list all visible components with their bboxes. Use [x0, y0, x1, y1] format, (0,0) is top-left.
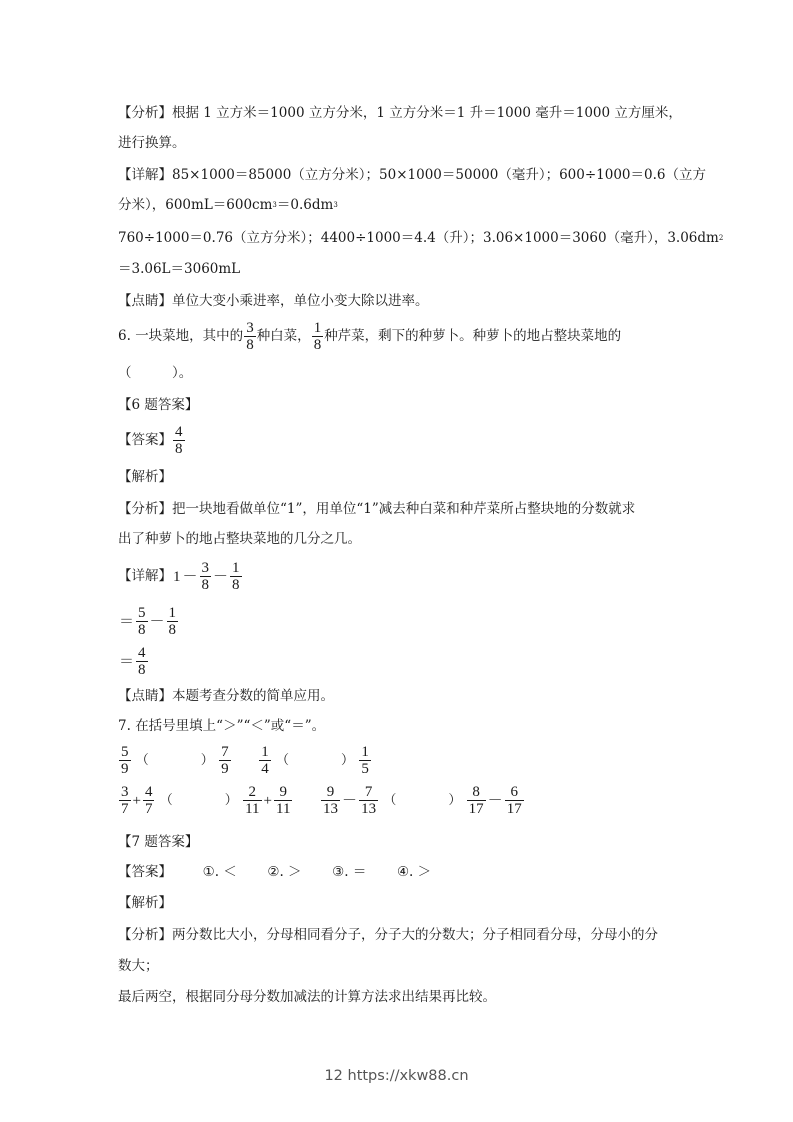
q5-detail-line1: 【详解】85×1000＝85000（立方分米）；50×1000＝50000（毫升）；600÷1000＝0.6（立方: [118, 167, 706, 183]
q7-analysis-line1: 【分析】两分数比大小，分母相同看分子，分子大的分数大；分子相同看分母，分母小的分: [118, 927, 658, 943]
q6-detail-step3: ＝ $\frac{4}{8}$: [119, 645, 146, 678]
q6-stem: 6. 一块菜地，其中的 $\frac{3}{8}$ 种白菜， $\frac{1}{8}$ 种芹菜，剩下的种萝卜。种萝卜的地占整块菜地的: [118, 320, 622, 353]
q6-answer-header: 【6 题答案】: [118, 397, 199, 413]
question-number: 6.: [118, 328, 131, 344]
q6-detail-step2: ＝ $\frac{5}{8}$ － $\frac{1}{8}$: [119, 605, 177, 638]
q6-analysis-line1: 【分析】把一块地看做单位“1”，用单位“1”减去种白菜和种芹菜所占整块地的分数就求: [118, 501, 636, 517]
answer-blank[interactable]: （ ）: [276, 752, 355, 768]
q5-detail-line3: 760÷1000＝0.76（立方分米）；4400÷1000＝4.4（升）；3.06×1000＝3060（毫升），$3.06dm^2$: [118, 230, 724, 246]
q5-analysis-line2: 进行换算。: [118, 135, 186, 151]
q7-stem: 7. 在括号里填上“＞”“＜”或“＝”。: [118, 718, 326, 734]
q6-blank: （ ）。: [118, 365, 193, 381]
fraction: $\frac{4}{8}$: [138, 645, 146, 678]
fraction: $\frac{1}{8}$: [313, 320, 322, 353]
q7-analysis-line2: 数大；: [118, 958, 159, 974]
question-number: 7.: [118, 718, 131, 734]
q6-detail-step1: 【详解】1 － $\frac{3}{8}$ － $\frac{1}{8}$: [118, 560, 240, 593]
answer-blank[interactable]: （ ）: [383, 792, 462, 808]
q7-analysis-line3: 最后两空，根据同分母分数加减法的计算方法求出结果再比较。: [118, 989, 496, 1005]
q5-detail-line4: ＝3.06L＝3060mL: [118, 261, 241, 277]
fraction: $\frac{1}{8}$: [168, 605, 177, 638]
site-link[interactable]: https://xkw88.cn: [347, 1068, 469, 1084]
q7-analysis-header: 【解析】: [118, 895, 172, 911]
page-number: 12: [324, 1068, 343, 1084]
tip-tag: 【点睛】: [118, 293, 172, 309]
answer-item: ②. ＞: [267, 864, 302, 880]
fraction: $\frac{5}{8}$: [138, 605, 146, 638]
q6-tip: 【点睛】本题考查分数的简单应用。: [118, 688, 334, 704]
answer-item: ③. ＝: [332, 864, 367, 880]
page-footer: [0, 1068, 793, 1084]
answer-blank[interactable]: （ ）: [159, 792, 238, 808]
fraction: $\frac{3}{8}$: [246, 320, 254, 353]
q6-analysis-line2: 出了种萝卜的地占整块菜地的几分之几。: [118, 531, 361, 547]
detail-tag: 【详解】: [118, 167, 172, 183]
fraction: $\frac{1}{8}$: [232, 560, 240, 593]
answer-fraction: $\frac{4}{8}$: [175, 424, 183, 457]
q6-analysis-header: 【解析】: [118, 469, 172, 485]
answer-blank[interactable]: （ ）: [135, 752, 214, 768]
q5-detail-line2: 分米），$600mL=600cm^3=0.6dm^3$: [118, 197, 338, 213]
analysis-tag: 【分析】: [118, 105, 172, 121]
q7-row2: $\frac{3}{7}$ + $\frac{4}{7}$ （ ） $\frac{2}{11}$ + $\frac{9}{11}$ $\frac{9}{13}$ － $\frac{7}{13}$ （ ） $\frac{8}{17}$ － $\frac{6}{17}$: [121, 784, 522, 817]
q7-row1: $\frac{5}{9}$ （ ） $\frac{7}{9}$ $\frac{1}{4}$ （ ） $\frac{1}{5}$: [121, 744, 369, 777]
q7-answer-header: 【7 题答案】: [118, 834, 199, 850]
q7-answer: 【答案】 ①. ＜ ②. ＞ ③. ＝ ④. ＞: [118, 864, 432, 880]
q5-tip: 【点睛】单位大变小乘进率，单位小变大除以进率。: [118, 293, 429, 309]
q6-answer: 【答案】 $\frac{4}{8}$: [118, 424, 183, 457]
answer-item: ④. ＞: [396, 864, 432, 880]
answer-item: ①. ＜: [202, 864, 237, 880]
fraction: $\frac{3}{8}$: [201, 560, 210, 593]
q5-analysis-line1: 【分析】根据 1 立方米＝1000 立方分米，1 立方分米＝1 升＝1000 毫升＝1000 立方厘米，: [118, 105, 682, 121]
